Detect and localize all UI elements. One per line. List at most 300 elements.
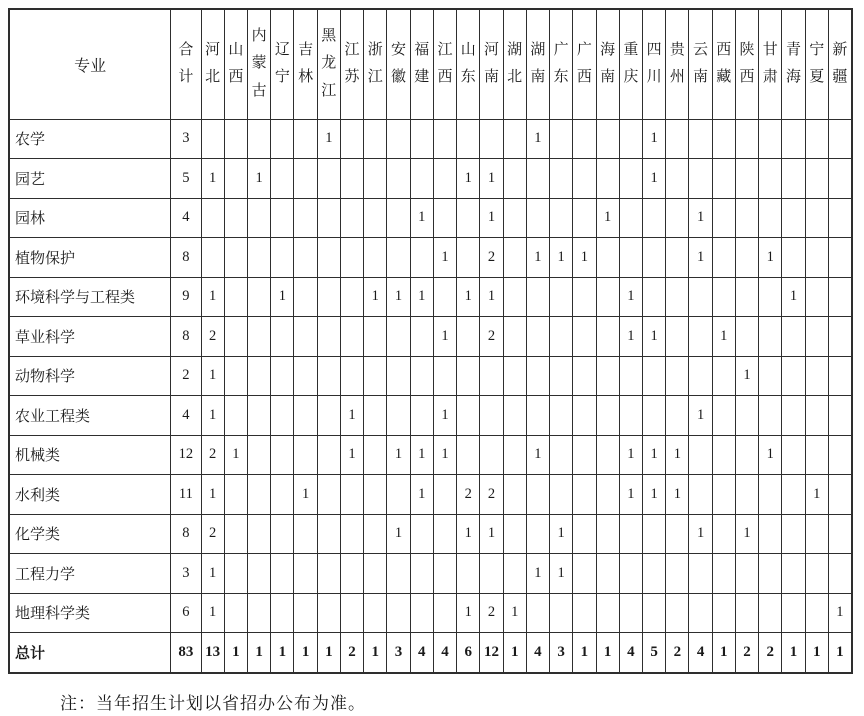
row-label: 地理科学类 bbox=[9, 593, 171, 633]
table-cell bbox=[294, 317, 317, 357]
table-cell: 1 bbox=[340, 396, 363, 436]
table-cell bbox=[410, 554, 433, 594]
table-cell bbox=[573, 317, 596, 357]
table-cell bbox=[689, 475, 712, 515]
table-cell: 1 bbox=[410, 475, 433, 515]
table-cell: 1 bbox=[317, 633, 340, 673]
table-cell bbox=[294, 277, 317, 317]
table-cell bbox=[689, 356, 712, 396]
table-cell bbox=[712, 554, 735, 594]
column-header bbox=[480, 9, 503, 119]
table-cell: 4 bbox=[171, 198, 201, 238]
table-cell bbox=[433, 277, 456, 317]
table-cell bbox=[712, 356, 735, 396]
table-row bbox=[9, 159, 852, 199]
table-cell bbox=[573, 119, 596, 159]
table-cell: 2 bbox=[457, 475, 480, 515]
table-cell: 1 bbox=[642, 475, 665, 515]
table-cell: 1 bbox=[619, 277, 642, 317]
table-cell bbox=[642, 593, 665, 633]
table-cell bbox=[224, 554, 247, 594]
table-cell: 1 bbox=[689, 198, 712, 238]
table-cell bbox=[364, 317, 387, 357]
table-cell bbox=[224, 514, 247, 554]
table-cell: 4 bbox=[689, 633, 712, 673]
table-cell bbox=[782, 159, 805, 199]
table-cell bbox=[457, 238, 480, 278]
table-cell bbox=[410, 396, 433, 436]
table-cell: 1 bbox=[619, 475, 642, 515]
table-cell bbox=[224, 317, 247, 357]
table-cell bbox=[457, 198, 480, 238]
column-header bbox=[550, 9, 573, 119]
table-cell bbox=[689, 317, 712, 357]
column-header bbox=[340, 9, 363, 119]
table-cell: 4 bbox=[619, 633, 642, 673]
table-cell: 1 bbox=[782, 277, 805, 317]
table-cell bbox=[224, 198, 247, 238]
table-row bbox=[9, 435, 852, 475]
table-cell: 1 bbox=[712, 317, 735, 357]
table-cell bbox=[387, 317, 410, 357]
table-cell bbox=[410, 593, 433, 633]
table-cell bbox=[759, 198, 782, 238]
table-cell: 12 bbox=[480, 633, 503, 673]
table-cell bbox=[642, 238, 665, 278]
table-cell: 1 bbox=[201, 277, 224, 317]
table-cell bbox=[294, 435, 317, 475]
table-cell bbox=[387, 475, 410, 515]
row-label: 草业科学 bbox=[9, 317, 171, 357]
table-cell bbox=[642, 198, 665, 238]
footnote: 注：当年招生计划以省招办公布为准。 bbox=[60, 693, 366, 713]
table-cell bbox=[410, 356, 433, 396]
table-cell bbox=[828, 554, 852, 594]
table-cell: 6 bbox=[457, 633, 480, 673]
column-header-label: 山西 bbox=[228, 41, 244, 86]
table-row bbox=[9, 554, 852, 594]
column-header-label: 云南 bbox=[693, 41, 709, 86]
table-cell bbox=[782, 119, 805, 159]
table-cell bbox=[759, 356, 782, 396]
column-header bbox=[201, 9, 224, 119]
column-header-label: 江苏 bbox=[344, 41, 360, 86]
table-cell bbox=[735, 396, 758, 436]
table-cell bbox=[550, 396, 573, 436]
table-cell bbox=[735, 435, 758, 475]
table-cell: 2 bbox=[480, 317, 503, 357]
table-cell bbox=[712, 159, 735, 199]
column-header bbox=[457, 9, 480, 119]
table-cell bbox=[433, 593, 456, 633]
table-cell: 1 bbox=[457, 593, 480, 633]
table-cell: 4 bbox=[410, 633, 433, 673]
table-cell bbox=[271, 198, 294, 238]
table-cell bbox=[503, 317, 526, 357]
table-cell bbox=[759, 514, 782, 554]
table-row bbox=[9, 277, 852, 317]
table-cell bbox=[294, 514, 317, 554]
table-cell bbox=[248, 593, 271, 633]
table-cell bbox=[364, 198, 387, 238]
table-cell bbox=[340, 593, 363, 633]
table-cell: 1 bbox=[503, 633, 526, 673]
column-header-label: 内蒙古 bbox=[251, 27, 267, 100]
total-row-label: 总计 bbox=[9, 633, 171, 673]
table-cell bbox=[805, 317, 828, 357]
table-cell: 1 bbox=[642, 119, 665, 159]
table-cell: 2 bbox=[480, 475, 503, 515]
row-label: 环境科学与工程类 bbox=[9, 277, 171, 317]
table-cell bbox=[248, 475, 271, 515]
column-header-label: 新疆 bbox=[832, 41, 848, 86]
table-cell: 1 bbox=[642, 159, 665, 199]
table-cell: 1 bbox=[503, 593, 526, 633]
column-header bbox=[433, 9, 456, 119]
table-cell bbox=[480, 435, 503, 475]
table-cell bbox=[271, 119, 294, 159]
table-cell: 12 bbox=[171, 435, 201, 475]
table-cell: 1 bbox=[201, 554, 224, 594]
table-cell: 2 bbox=[201, 514, 224, 554]
table-cell bbox=[248, 238, 271, 278]
table-cell bbox=[340, 198, 363, 238]
table-cell bbox=[782, 396, 805, 436]
table-cell bbox=[712, 435, 735, 475]
column-header bbox=[782, 9, 805, 119]
table-cell bbox=[619, 238, 642, 278]
table-cell bbox=[410, 317, 433, 357]
table-cell bbox=[550, 198, 573, 238]
table-cell bbox=[271, 514, 294, 554]
table-cell bbox=[526, 514, 549, 554]
row-label: 园林 bbox=[9, 198, 171, 238]
table-cell bbox=[666, 159, 689, 199]
table-cell bbox=[619, 356, 642, 396]
column-header bbox=[828, 9, 852, 119]
table-cell bbox=[573, 159, 596, 199]
table-cell bbox=[387, 593, 410, 633]
table-cell bbox=[248, 198, 271, 238]
table-cell: 1 bbox=[782, 633, 805, 673]
table-cell: 4 bbox=[433, 633, 456, 673]
column-header-label: 西藏 bbox=[716, 41, 732, 86]
table-cell bbox=[317, 435, 340, 475]
column-header bbox=[759, 9, 782, 119]
table-cell bbox=[619, 554, 642, 594]
table-cell: 5 bbox=[171, 159, 201, 199]
table-cell bbox=[317, 238, 340, 278]
table-cell bbox=[550, 277, 573, 317]
table-cell bbox=[666, 514, 689, 554]
table-cell bbox=[340, 554, 363, 594]
table-cell bbox=[573, 435, 596, 475]
table-cell bbox=[294, 159, 317, 199]
column-header-label: 陕西 bbox=[739, 41, 755, 86]
table-cell: 1 bbox=[201, 356, 224, 396]
table-cell bbox=[433, 159, 456, 199]
table-cell: 1 bbox=[619, 435, 642, 475]
table-cell bbox=[340, 277, 363, 317]
table-cell bbox=[759, 593, 782, 633]
table-cell bbox=[340, 475, 363, 515]
table-cell bbox=[271, 593, 294, 633]
table-cell: 1 bbox=[526, 119, 549, 159]
table-cell bbox=[759, 159, 782, 199]
table-cell bbox=[666, 238, 689, 278]
table-cell bbox=[828, 317, 852, 357]
table-cell bbox=[503, 198, 526, 238]
table-cell: 1 bbox=[526, 554, 549, 594]
table-cell bbox=[642, 356, 665, 396]
table-cell bbox=[271, 159, 294, 199]
table-cell: 2 bbox=[735, 633, 758, 673]
table-cell bbox=[689, 277, 712, 317]
table-cell: 1 bbox=[689, 396, 712, 436]
table-cell bbox=[712, 198, 735, 238]
column-header bbox=[171, 9, 201, 119]
table-cell: 1 bbox=[340, 435, 363, 475]
table-row bbox=[9, 198, 852, 238]
table-cell bbox=[224, 277, 247, 317]
table-cell bbox=[805, 396, 828, 436]
table-cell bbox=[782, 554, 805, 594]
table-cell bbox=[573, 593, 596, 633]
table-cell: 4 bbox=[171, 396, 201, 436]
table-cell: 1 bbox=[759, 435, 782, 475]
table-cell bbox=[224, 119, 247, 159]
table-cell bbox=[805, 514, 828, 554]
column-header-label: 合计 bbox=[178, 41, 194, 86]
table-cell bbox=[317, 396, 340, 436]
table-cell: 1 bbox=[364, 633, 387, 673]
table-cell: 2 bbox=[480, 593, 503, 633]
table-cell bbox=[782, 238, 805, 278]
table-cell: 4 bbox=[526, 633, 549, 673]
table-header-row bbox=[9, 9, 852, 119]
table-cell bbox=[805, 277, 828, 317]
table-cell bbox=[317, 593, 340, 633]
table-cell bbox=[526, 317, 549, 357]
table-cell bbox=[248, 554, 271, 594]
table-row bbox=[9, 514, 852, 554]
table-cell bbox=[294, 356, 317, 396]
table-cell: 1 bbox=[480, 159, 503, 199]
table-cell bbox=[759, 317, 782, 357]
table-cell bbox=[387, 238, 410, 278]
table-cell bbox=[248, 356, 271, 396]
table-cell bbox=[596, 119, 619, 159]
table-cell: 1 bbox=[666, 435, 689, 475]
table-cell bbox=[433, 356, 456, 396]
table-cell bbox=[550, 435, 573, 475]
table-cell bbox=[596, 356, 619, 396]
table-cell bbox=[340, 159, 363, 199]
table-cell: 1 bbox=[224, 633, 247, 673]
table-cell bbox=[642, 277, 665, 317]
column-header bbox=[317, 9, 340, 119]
row-label: 水利类 bbox=[9, 475, 171, 515]
table-cell bbox=[364, 514, 387, 554]
table-cell bbox=[759, 396, 782, 436]
table-cell: 1 bbox=[201, 593, 224, 633]
table-cell: 1 bbox=[294, 475, 317, 515]
major-column-header: 专业 bbox=[9, 9, 171, 119]
table-cell bbox=[503, 277, 526, 317]
table-cell bbox=[503, 238, 526, 278]
table-cell bbox=[573, 277, 596, 317]
table-cell: 1 bbox=[642, 435, 665, 475]
table-cell bbox=[735, 593, 758, 633]
table-cell bbox=[712, 119, 735, 159]
column-header bbox=[294, 9, 317, 119]
column-header bbox=[689, 9, 712, 119]
row-label: 工程力学 bbox=[9, 554, 171, 594]
table-cell bbox=[433, 198, 456, 238]
table-cell: 3 bbox=[550, 633, 573, 673]
column-header-label: 四川 bbox=[646, 41, 662, 86]
table-cell bbox=[596, 238, 619, 278]
column-header bbox=[224, 9, 247, 119]
column-header-label: 福建 bbox=[414, 41, 430, 86]
table-cell bbox=[712, 238, 735, 278]
table-cell: 1 bbox=[526, 238, 549, 278]
table-cell bbox=[271, 356, 294, 396]
table-cell: 3 bbox=[171, 554, 201, 594]
table-cell bbox=[457, 356, 480, 396]
table-cell bbox=[364, 119, 387, 159]
table-cell bbox=[666, 356, 689, 396]
table-cell: 1 bbox=[457, 277, 480, 317]
table-cell: 1 bbox=[526, 435, 549, 475]
table-cell: 1 bbox=[410, 435, 433, 475]
table-row bbox=[9, 593, 852, 633]
table-cell: 1 bbox=[271, 633, 294, 673]
total-row bbox=[9, 633, 852, 673]
table-cell bbox=[782, 593, 805, 633]
table-cell bbox=[596, 475, 619, 515]
table-cell bbox=[457, 554, 480, 594]
table-cell bbox=[294, 119, 317, 159]
table-cell bbox=[805, 356, 828, 396]
table-cell bbox=[550, 356, 573, 396]
table-cell bbox=[480, 356, 503, 396]
table-cell bbox=[550, 159, 573, 199]
table-cell bbox=[503, 396, 526, 436]
column-header-label: 江西 bbox=[437, 41, 453, 86]
table-cell bbox=[271, 435, 294, 475]
table-cell bbox=[573, 198, 596, 238]
table-cell bbox=[364, 396, 387, 436]
row-label: 动物科学 bbox=[9, 356, 171, 396]
table-cell bbox=[364, 159, 387, 199]
table-cell bbox=[735, 554, 758, 594]
table-cell bbox=[596, 435, 619, 475]
table-cell: 1 bbox=[828, 633, 852, 673]
table-cell: 1 bbox=[735, 514, 758, 554]
table-cell bbox=[387, 356, 410, 396]
table-cell bbox=[735, 238, 758, 278]
column-header bbox=[410, 9, 433, 119]
table-cell: 1 bbox=[573, 633, 596, 673]
table-cell: 1 bbox=[550, 514, 573, 554]
table-cell bbox=[596, 277, 619, 317]
table-cell bbox=[364, 593, 387, 633]
column-header bbox=[271, 9, 294, 119]
table-cell: 2 bbox=[340, 633, 363, 673]
table-cell bbox=[317, 317, 340, 357]
table-cell bbox=[433, 514, 456, 554]
table-cell bbox=[619, 198, 642, 238]
column-header-label: 宁夏 bbox=[809, 41, 825, 86]
table-cell bbox=[666, 554, 689, 594]
column-header bbox=[248, 9, 271, 119]
table-cell bbox=[689, 435, 712, 475]
table-cell bbox=[805, 435, 828, 475]
table-cell: 1 bbox=[364, 277, 387, 317]
table-cell bbox=[619, 119, 642, 159]
table-cell bbox=[828, 356, 852, 396]
table-cell bbox=[666, 119, 689, 159]
column-header bbox=[712, 9, 735, 119]
table-cell: 1 bbox=[596, 633, 619, 673]
table-cell bbox=[503, 356, 526, 396]
table-cell: 1 bbox=[689, 238, 712, 278]
table-cell: 1 bbox=[317, 119, 340, 159]
table-cell bbox=[759, 119, 782, 159]
table-cell bbox=[828, 238, 852, 278]
table-cell: 1 bbox=[224, 435, 247, 475]
table-cell bbox=[735, 317, 758, 357]
table-cell bbox=[503, 159, 526, 199]
table-cell bbox=[805, 198, 828, 238]
table-cell bbox=[271, 238, 294, 278]
table-cell bbox=[364, 356, 387, 396]
table-cell: 1 bbox=[248, 633, 271, 673]
table-cell bbox=[642, 554, 665, 594]
table-cell bbox=[805, 119, 828, 159]
table-row bbox=[9, 356, 852, 396]
column-header-label: 广西 bbox=[576, 41, 592, 86]
table-cell bbox=[666, 593, 689, 633]
row-label: 植物保护 bbox=[9, 238, 171, 278]
table-cell bbox=[271, 554, 294, 594]
table-cell bbox=[596, 514, 619, 554]
table-cell bbox=[340, 317, 363, 357]
table-cell: 1 bbox=[201, 475, 224, 515]
table-cell bbox=[828, 435, 852, 475]
table-cell bbox=[619, 593, 642, 633]
table-cell: 3 bbox=[387, 633, 410, 673]
table-row bbox=[9, 396, 852, 436]
table-cell bbox=[759, 475, 782, 515]
table-cell bbox=[573, 514, 596, 554]
table-cell: 1 bbox=[828, 593, 852, 633]
table-cell bbox=[689, 593, 712, 633]
column-header-label: 山东 bbox=[460, 41, 476, 86]
table-cell: 1 bbox=[480, 277, 503, 317]
row-label: 农学 bbox=[9, 119, 171, 159]
table-cell: 1 bbox=[271, 277, 294, 317]
table-cell bbox=[526, 159, 549, 199]
table-cell bbox=[503, 475, 526, 515]
table-cell bbox=[735, 119, 758, 159]
table-cell: 1 bbox=[433, 317, 456, 357]
table-cell bbox=[828, 475, 852, 515]
column-header bbox=[526, 9, 549, 119]
table-cell bbox=[433, 475, 456, 515]
table-cell bbox=[550, 119, 573, 159]
